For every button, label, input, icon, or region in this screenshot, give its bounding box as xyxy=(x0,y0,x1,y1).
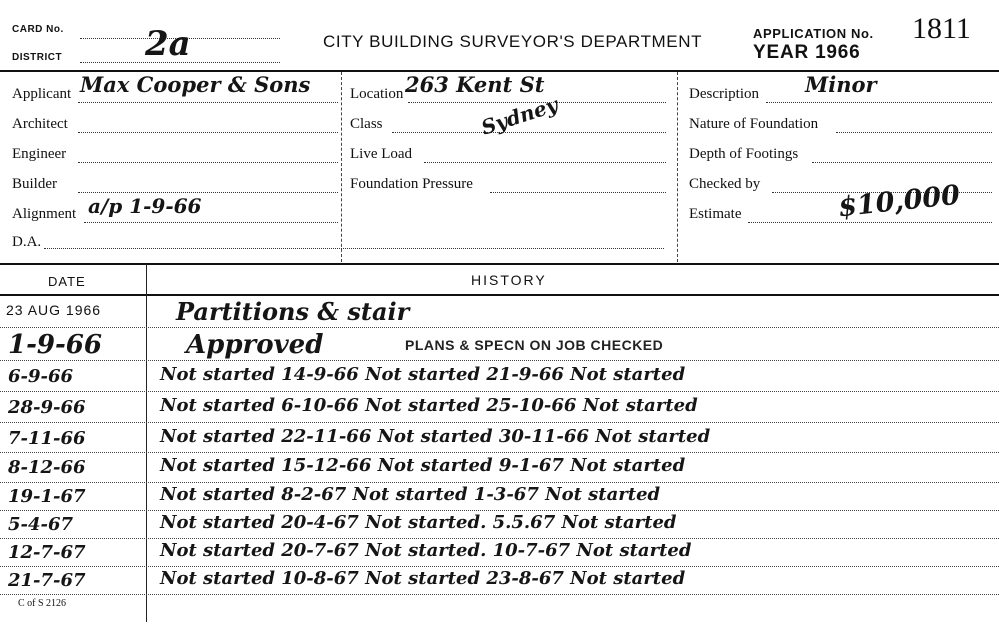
estimate-line xyxy=(748,222,992,223)
description-label: Description xyxy=(689,86,759,102)
location-value: 263 Kent St xyxy=(405,72,545,97)
alignment-label: Alignment xyxy=(12,206,77,222)
history-entry: Approved xyxy=(186,330,324,360)
row-line xyxy=(0,482,999,483)
alignment-line xyxy=(84,222,338,223)
history-entry: Not started 8-2-67 Not started 1-3-67 Not started xyxy=(160,484,661,505)
depth-of-footings-label: Depth of Footings xyxy=(689,146,799,162)
row-line xyxy=(0,538,999,539)
builder-line xyxy=(78,192,338,193)
architect-line xyxy=(78,132,338,133)
row-line xyxy=(0,566,999,567)
foundation-pressure-label: Foundation Pressure xyxy=(350,176,473,192)
builder-label: Builder xyxy=(12,176,57,192)
estimate-label: Estimate xyxy=(689,206,742,222)
row-line xyxy=(0,327,999,328)
history-date: 12-7-67 xyxy=(8,542,86,563)
description-value: Minor xyxy=(805,72,877,97)
year-label: YEAR 1966 xyxy=(753,42,861,63)
history-entry: Not started 15-12-66 Not started 9-1-67 Not started xyxy=(160,455,686,476)
history-date: 8-12-66 xyxy=(8,457,86,478)
application-no-value: 1811 xyxy=(912,12,971,45)
form-code: C of S 2126 xyxy=(18,598,67,609)
card-no-label: CARD No. xyxy=(12,24,64,35)
estimate-value: $10,000 xyxy=(836,179,962,224)
row-line xyxy=(0,452,999,453)
live-load-line xyxy=(424,162,666,163)
history-header: HISTORY xyxy=(471,272,547,288)
date-header: DATE xyxy=(48,274,86,289)
history-date: 7-11-66 xyxy=(8,428,86,449)
da-label: D.A. xyxy=(12,234,42,250)
application-no-label: APPLICATION No. xyxy=(753,26,874,41)
district-label: DISTRICT xyxy=(12,52,63,63)
history-entry: Not started 6-10-66 Not started 25-10-66 Not started xyxy=(160,395,698,416)
field-separator-1 xyxy=(341,72,342,262)
department-title: CITY BUILDING SURVEYOR'S DEPARTMENT xyxy=(323,32,703,51)
applicant-value: Max Cooper & Sons xyxy=(80,72,311,97)
date-column-divider xyxy=(146,264,147,622)
class-value: Sydney xyxy=(478,92,561,140)
row-line xyxy=(0,360,999,361)
district-value: 2a xyxy=(145,24,191,64)
history-header-rule xyxy=(0,294,999,296)
plans-checked-stamp: PLANS & SPECN ON JOB CHECKED xyxy=(405,337,664,353)
history-entry: Not started 20-4-67 Not started. 5.5.67 Not started xyxy=(160,512,677,533)
engineer-line xyxy=(78,162,338,163)
nature-of-foundation-line xyxy=(836,132,992,133)
location-label: Location xyxy=(350,86,404,102)
history-top-rule xyxy=(0,263,999,265)
history-entry: Not started 10-8-67 Not started 23-8-67 Not started xyxy=(160,568,686,589)
depth-of-footings-line xyxy=(812,162,992,163)
history-entry: Not started 20-7-67 Not started. 10-7-67 Not started xyxy=(160,540,692,561)
engineer-label: Engineer xyxy=(12,146,67,162)
applicant-label: Applicant xyxy=(12,86,72,102)
class-line xyxy=(392,132,666,133)
history-date: 1-9-66 xyxy=(8,330,102,360)
live-load-label: Live Load xyxy=(350,146,413,162)
da-line xyxy=(44,248,664,249)
history-entry: Not started 14-9-66 Not started 21-9-66 Not started xyxy=(160,364,686,385)
row-line xyxy=(0,422,999,423)
description-line xyxy=(766,102,992,103)
nature-of-foundation-label: Nature of Foundation xyxy=(689,116,819,132)
history-entry: Partitions & stair xyxy=(176,297,410,326)
history-date: 21-7-67 xyxy=(8,570,86,591)
row-line xyxy=(0,510,999,511)
history-date: 19-1-67 xyxy=(8,486,86,507)
history-date: 28-9-66 xyxy=(8,397,86,418)
alignment-value: a/p 1-9-66 xyxy=(88,194,202,218)
class-label: Class xyxy=(350,116,383,132)
architect-label: Architect xyxy=(12,116,68,132)
history-date: 23 AUG 1966 xyxy=(6,302,102,318)
row-line xyxy=(0,391,999,392)
history-entry: Not started 22-11-66 Not started 30-11-66 Not started xyxy=(160,426,711,447)
row-line xyxy=(0,594,999,595)
history-date: 6-9-66 xyxy=(8,366,74,387)
history-date: 5-4-67 xyxy=(8,514,74,535)
applicant-line xyxy=(78,102,338,103)
foundation-pressure-line xyxy=(490,192,666,193)
field-separator-2 xyxy=(677,72,678,262)
checked-by-label: Checked by xyxy=(689,176,761,192)
